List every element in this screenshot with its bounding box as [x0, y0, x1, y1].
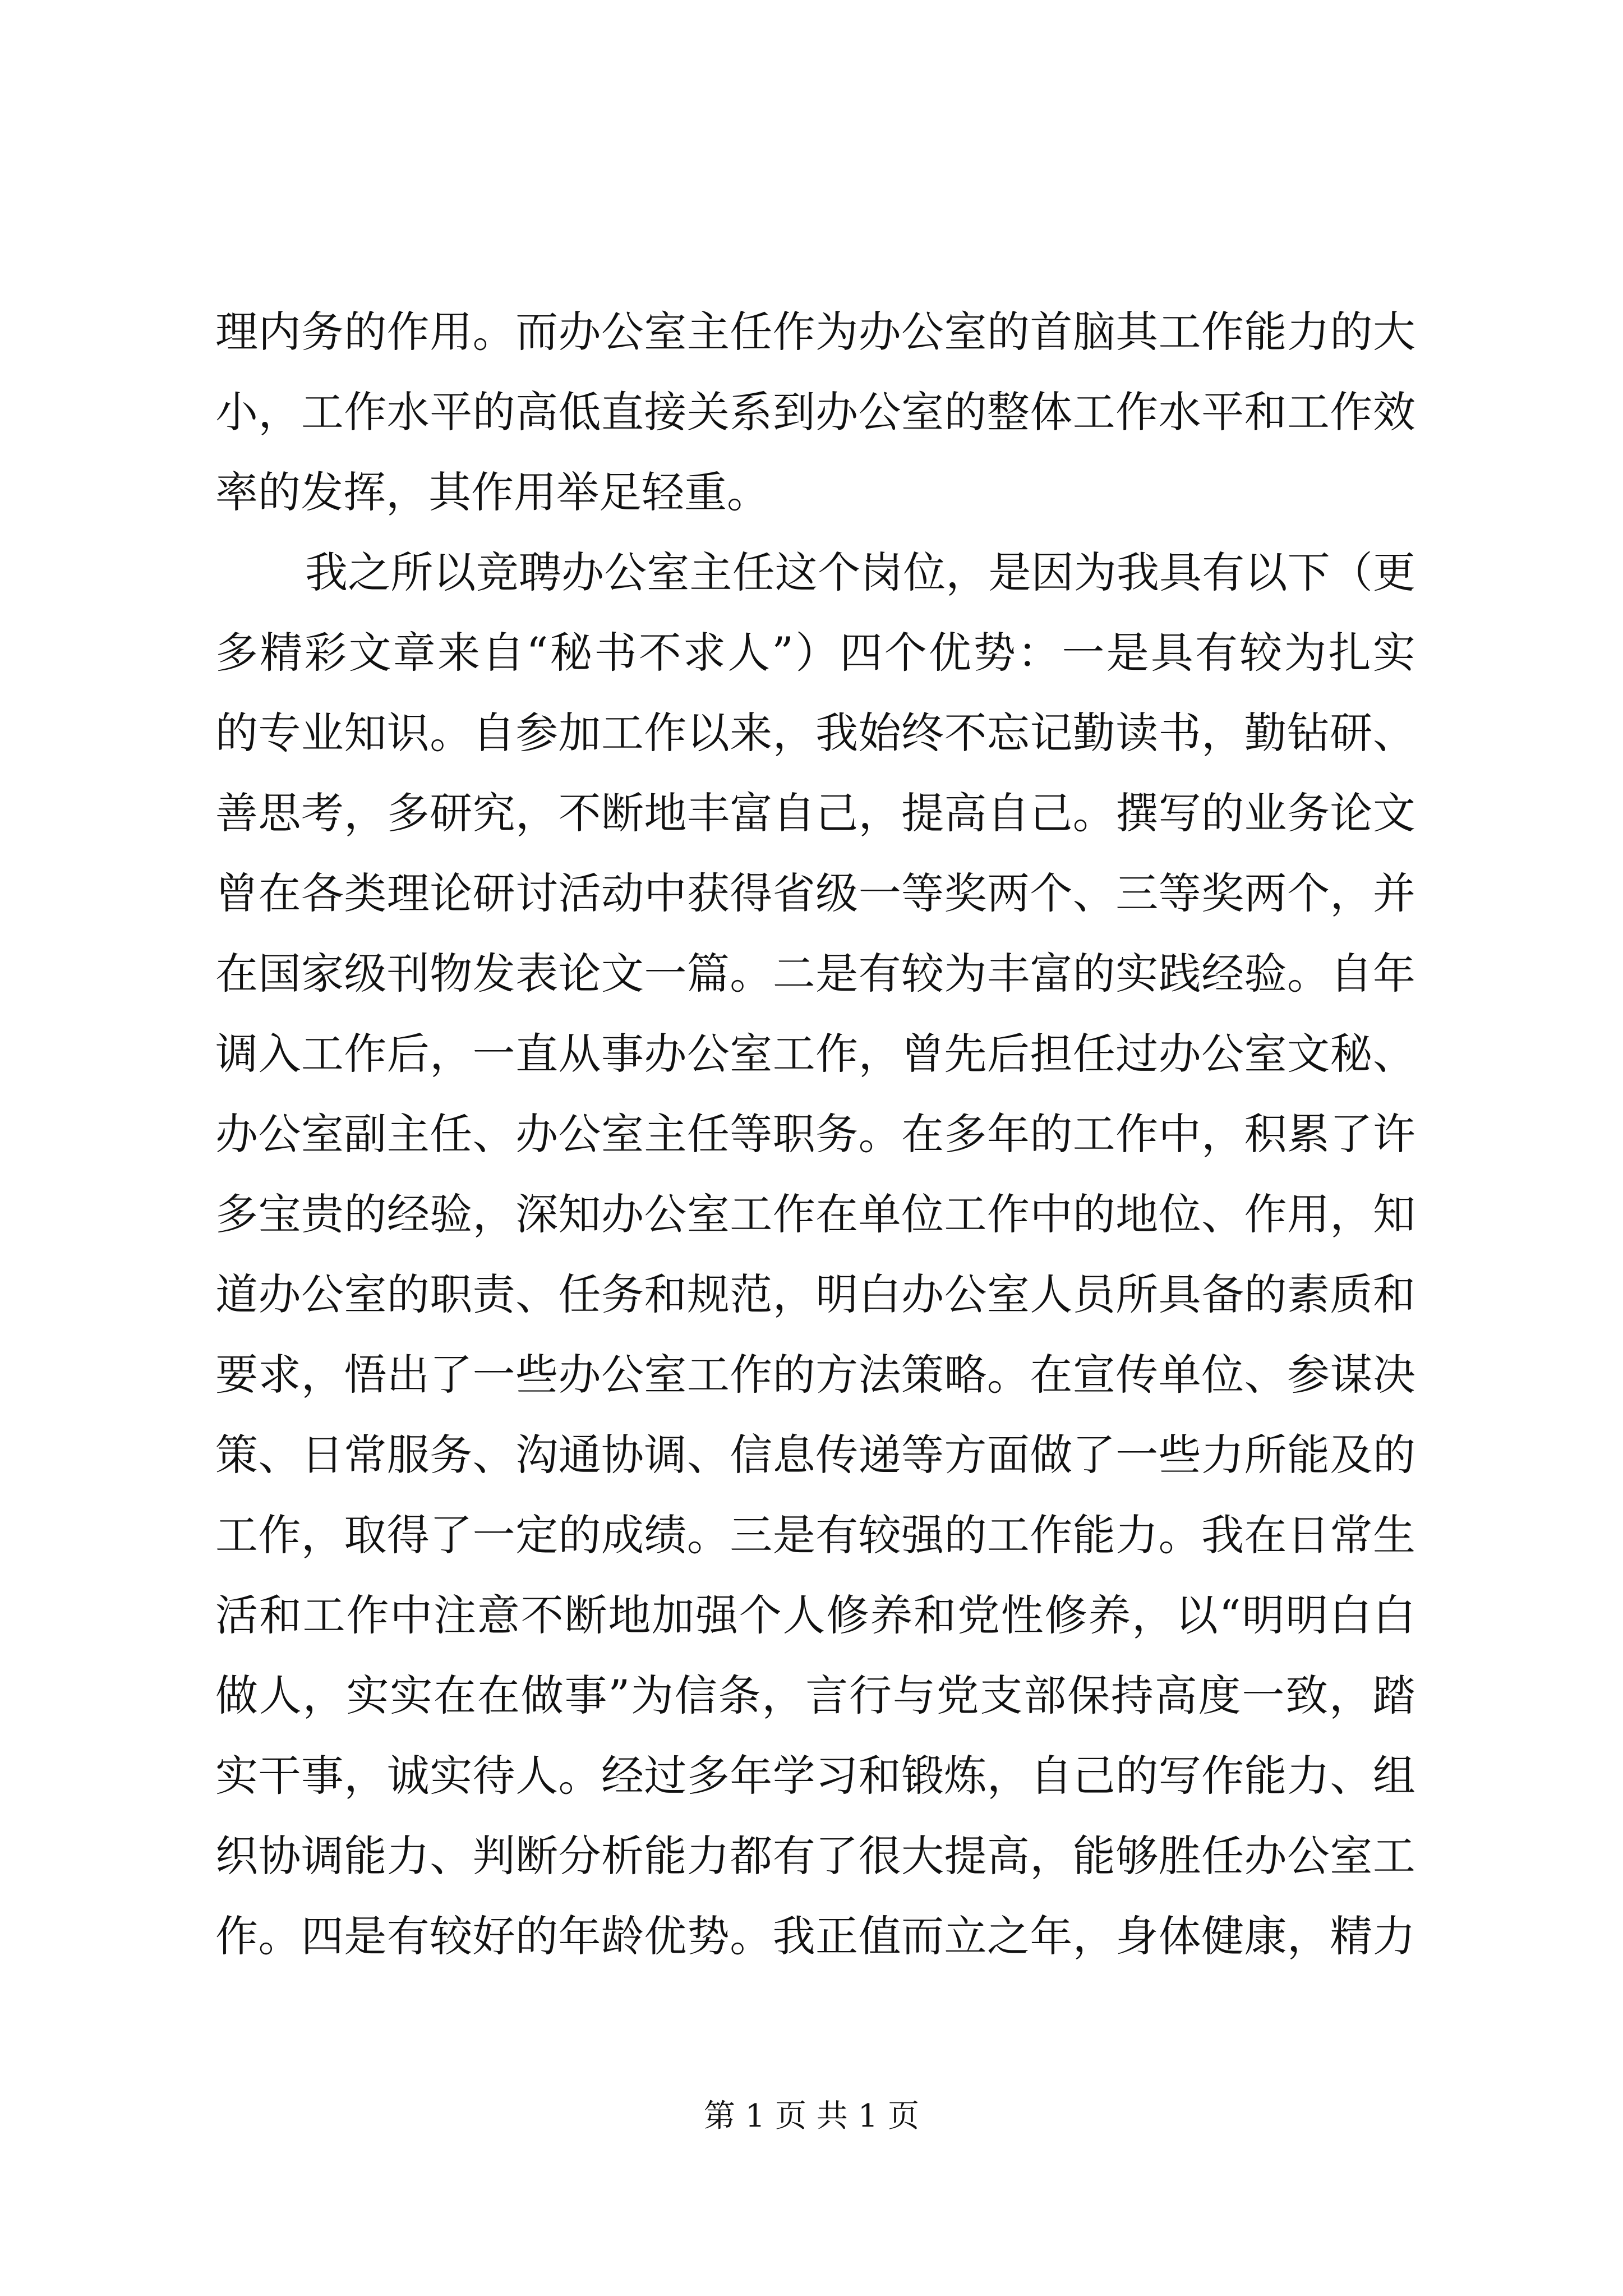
text-line: 多 宝 贵 的 经 验 ， 深 知 办 公 室 工 作 在 单 位 工 作 中 的 地 位 、 作 用 ， 知 — [215, 1189, 1415, 1239]
text-line: 小 ， 工 作 水 平 的 高 低 直 接 关 系 到 办 公 室 的 整 体 工 作 水 平 和 工 作 效 — [215, 387, 1415, 437]
text-line: 做 人 ， 实 实 在 在 做 事 ” 为 信 条 ， 言 行 与 党 支 部 保 持 高 度 一 致 ， 踏 — [215, 1671, 1415, 1720]
text-line: 要 求 ， 悟 出 了 一 些 办 公 室 工 作 的 方 法 策 略 。 在 宣 传 单 位 、 参 谋 决 — [215, 1350, 1415, 1400]
document-body — [215, 292, 1415, 1976]
text-line: 曾 在 各 类 理 论 研 讨 活 动 中 获 得 省 级 一 等 奖 两 个 、 三 等 奖 两 个 ， 并 — [215, 868, 1415, 918]
text-line: 多 精 彩 文 章 来 自 “ 秘 书 不 求 人 ” ） 四 个 优 势 ： 一 是 具 有 较 为 扎 实 — [215, 628, 1415, 678]
text-line: 办 公 室 副 主 任 、 办 公 室 主 任 等 职 务 。 在 多 年 的 工 作 中 ， 积 累 了 许 — [215, 1109, 1415, 1159]
text-line: 的 专 业 知 识 。 自 参 加 工 作 以 来 ， 我 始 终 不 忘 记 勤 读 书 ， 勤 钻 研 、 — [215, 708, 1415, 758]
text-line: 策 、 日 常 服 务 、 沟 通 协 调 、 信 息 传 递 等 方 面 做 了 一 些 力 所 能 及 的 — [215, 1430, 1415, 1480]
text-line: 道 办 公 室 的 职 责 、 任 务 和 规 范 ， 明 白 办 公 室 人 员 所 具 备 的 素 质 和 — [215, 1269, 1415, 1319]
text-line: 在 国 家 级 刊 物 发 表 论 文 一 篇 。 二 是 有 较 为 丰 富 的 实 践 经 验 。 自 年 — [215, 949, 1415, 999]
page-footer: 第 1 页 共 1 页 — [703, 2098, 920, 2134]
text-line: 理 内 务 的 作 用 。 而 办 公 室 主 任 作 为 办 公 室 的 首 脑 其 工 作 能 力 的 大 — [215, 307, 1415, 357]
text-line: 实 干 事 ， 诚 实 待 人 。 经 过 多 年 学 习 和 锻 炼 ， 自 己 的 写 作 能 力 、 组 — [215, 1751, 1415, 1801]
text-line: 织 协 调 能 力 、 判 断 分 析 能 力 都 有 了 很 大 提 高 ， 能 够 胜 任 办 公 室 工 — [215, 1831, 1415, 1881]
text-line: 活 和 工 作 中 注 意 不 断 地 加 强 个 人 修 养 和 党 性 修 养 ， 以 “ 明 明 白 白 — [215, 1590, 1415, 1640]
text-line: 我 之 所 以 竞 聘 办 公 室 主 任 这 个 岗 位 ， 是 因 为 我 具 有 以 下 （ 更 — [305, 547, 1415, 597]
text-line: 率的发挥，其作用举足轻重。 — [215, 467, 769, 517]
text-line: 作 。 四 是 有 较 好 的 年 龄 优 势 。 我 正 值 而 立 之 年 ， 身 体 健 康 ， 精 力 — [215, 1911, 1415, 1961]
text-line: 调 入 工 作 后 ， 一 直 从 事 办 公 室 工 作 ， 曾 先 后 担 任 过 办 公 室 文 秘 、 — [215, 1029, 1415, 1079]
text-line: 工 作 ， 取 得 了 一 定 的 成 绩 。 三 是 有 较 强 的 工 作 能 力 。 我 在 日 常 生 — [215, 1510, 1415, 1560]
text-line: 善 思 考 ， 多 研 究 ， 不 断 地 丰 富 自 己 ， 提 高 自 己 。 撰 写 的 业 务 论 文 — [215, 788, 1415, 838]
